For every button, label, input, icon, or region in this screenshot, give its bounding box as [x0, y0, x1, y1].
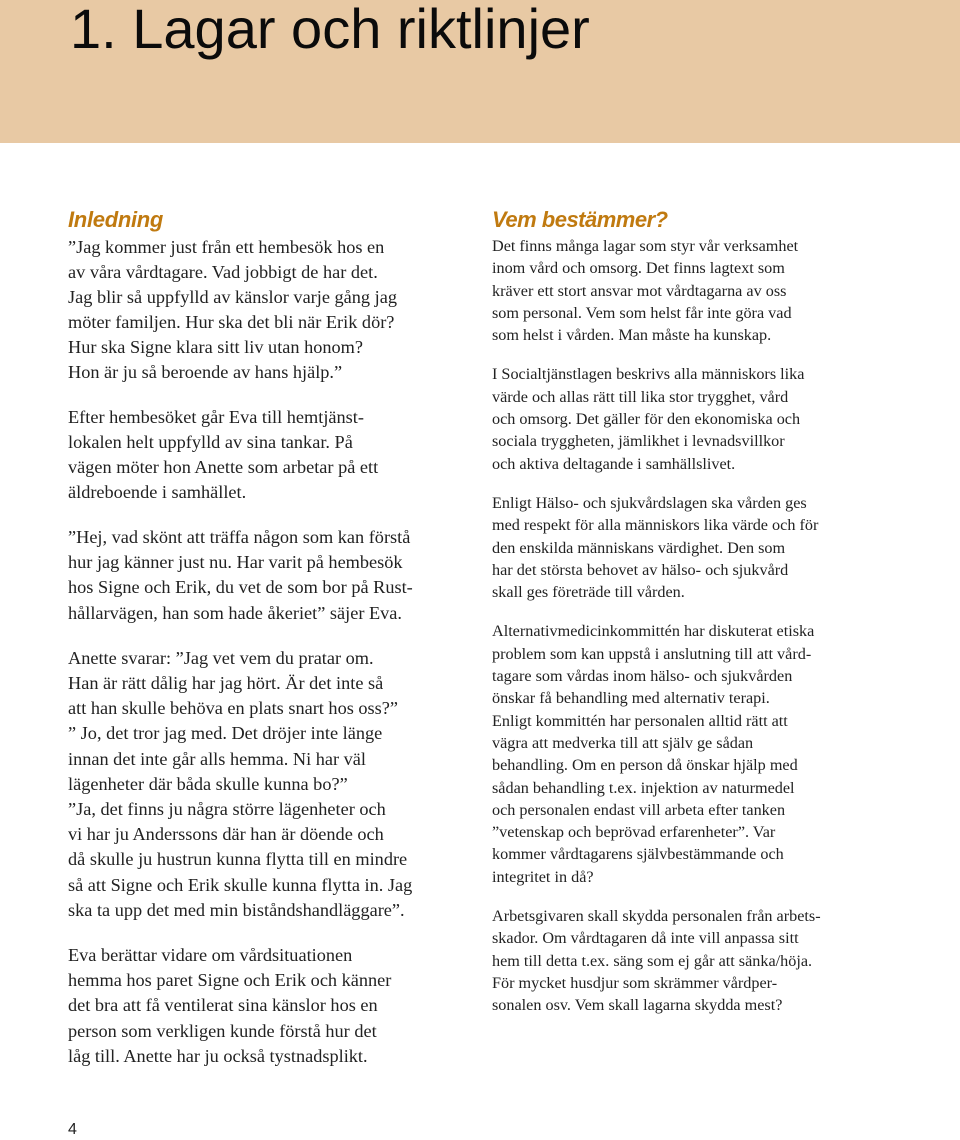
text-line: lokalen helt uppfylld av sina tankar. På: [68, 432, 353, 452]
text-line: då skulle ju hustrun kunna flytta till en mindre: [68, 849, 408, 870]
text-line: låg till. Anette har ju också tystnadsplikt.: [68, 1045, 368, 1066]
text-line: den enskilda människans värdighet. Den som: [492, 538, 786, 557]
text-line: hur jag känner just nu. Har varit på hembesök: [68, 552, 403, 573]
paragraph: [68, 525, 463, 626]
right-column: [492, 205, 892, 1017]
chapter-banner: [0, 0, 960, 143]
text-line: det bra att få ventilerat sina känslor hos en: [68, 995, 378, 1016]
paragraph: [68, 646, 463, 923]
paragraph: [492, 620, 892, 888]
text-line: kommer vårdtagarens självbestämmande och: [492, 845, 784, 864]
text-line: ”vetenskap och beprövad erfarenheter”. Var: [492, 823, 776, 842]
text-line: att han skulle behöva en plats snart hos oss?”: [68, 698, 398, 719]
text-line: vägen möter hon Anette som arbetar på ett: [68, 457, 379, 477]
text-line: Enligt kommittén har personalen alltid rätt att: [492, 711, 788, 730]
text-line: Han är rätt dålig har jag hört. Är det inte så: [68, 673, 384, 694]
text-line: I Socialtjänstlagen beskrivs alla människors lika: [492, 365, 805, 384]
paragraph: [492, 905, 892, 1016]
text-line: lägenheter där båda skulle kunna bo?”: [68, 773, 348, 794]
text-line: Hon är ju så beroende av hans hjälp.”: [68, 362, 343, 382]
text-line: Eva berättar vidare om vårdsituationen: [68, 945, 353, 966]
text-line: möter familjen. Hur ska det bli när Erik dör?: [68, 312, 395, 332]
text-line: Alternativmedicinkommittén har diskuterat etiska: [492, 622, 815, 641]
text-line: behandling. Om en person då önskar hjälp med: [492, 756, 798, 775]
text-line: person som verkligen kunde förstå hur det: [68, 1020, 377, 1041]
paragraph: [68, 943, 463, 1069]
text-line: ” Jo, det tror jag med. Det dröjer inte länge: [68, 723, 383, 744]
section-heading-vem-bestammer: Vem bestämmer?: [492, 207, 668, 232]
text-line: som helst i vården. Man måste ha kunskap.: [492, 326, 772, 345]
text-line: önskar få behandling med alternativ terapi.: [492, 689, 770, 708]
text-line: skall ges företräde till vården.: [492, 583, 685, 602]
text-line: Det finns många lagar som styr vår verksamhet: [492, 237, 799, 255]
text-line: Hur ska Signe klara sitt liv utan honom?: [68, 337, 363, 357]
text-line: Efter hembesöket går Eva till hemtjänst-: [68, 407, 364, 427]
text-line: ”Ja, det finns ju några större lägenheter och: [68, 799, 386, 820]
page-number: 4: [68, 1121, 77, 1138]
text-line: med respekt för alla människors lika värde och för: [492, 516, 819, 535]
text-line: tagare som vårdas inom hälso- och sjukvården: [492, 667, 793, 686]
text-line: hem till detta t.ex. säng som ej går att sänka/höja.: [492, 951, 813, 970]
text-line: problem som kan uppstå i anslutning till att vård-: [492, 644, 812, 663]
text-line: hållarvägen, han som hade åkeriet” säjer Eva.: [68, 602, 402, 623]
text-line: hemma hos paret Signe och Erik och känner: [68, 970, 392, 991]
text-line: inom vård och omsorg. Det finns lagtext som: [492, 259, 785, 278]
text-line: För mycket husdjur som skrämmer vårdper-: [492, 973, 778, 992]
text-line: skador. Om vårdtagaren då inte vill anpassa sitt: [492, 929, 799, 948]
text-line: vi har ju Anderssons där han är döende och: [68, 824, 384, 845]
paragraph: [492, 363, 892, 474]
text-line: ”Jag kommer just från ett hembesök hos en: [68, 237, 385, 257]
text-line: sådan behandling t.ex. injektion av naturmedel: [492, 778, 795, 797]
left-column: [68, 205, 463, 1069]
text-line: kräver ett stort ansvar mot vårdtagarna av oss: [492, 281, 787, 300]
text-line: och personalen endast vill arbeta efter tanken: [492, 800, 786, 819]
text-line: Enligt Hälso- och sjukvårdslagen ska vården ges: [492, 493, 807, 512]
text-line: innan det inte går alls hemma. Ni har väl: [68, 748, 366, 769]
text-line: och aktiva deltagande i samhällslivet.: [492, 454, 736, 473]
text-line: har det största behovet av hälso- och sjukvård: [492, 560, 789, 579]
text-line: värde och allas rätt till lika stor trygghet, vård: [492, 387, 789, 406]
text-line: ”Hej, vad skönt att träffa någon som kan förstå: [68, 527, 411, 547]
text-line: Anette svarar: ”Jag vet vem du pratar om.: [68, 647, 374, 668]
paragraph: [68, 405, 463, 505]
text-line: Jag blir så uppfylld av känslor varje gång jag: [68, 287, 397, 307]
text-line: som personal. Vem som helst får inte göra vad: [492, 303, 792, 322]
text-line: av våra vårdtagare. Vad jobbigt de har det.: [68, 262, 378, 282]
text-line: ska ta upp det med min biståndshandläggare”.: [68, 899, 405, 920]
text-line: sonalen osv. Vem skall lagarna skydda mest?: [492, 996, 783, 1015]
paragraph: [68, 235, 463, 385]
text-line: så att Signe och Erik skulle kunna flytta in. Jag: [68, 874, 413, 895]
text-line: integritet in då?: [492, 867, 594, 886]
section-heading-inledning: Inledning: [68, 207, 164, 232]
paragraph: [492, 235, 892, 346]
paragraph: [492, 492, 892, 603]
text-line: hos Signe och Erik, du vet de som bor på Rust-: [68, 577, 413, 598]
chapter-title: 1. Lagar och riktlinjer: [70, 0, 590, 60]
text-line: sociala tryggheten, jämlikhet i levnadsvillkor: [492, 432, 785, 451]
text-line: Arbetsgivaren skall skydda personalen från arbets-: [492, 907, 821, 926]
text-line: äldreboende i samhället.: [68, 482, 247, 502]
text-line: och omsorg. Det gäller för den ekonomiska och: [492, 410, 801, 429]
text-line: vägra att medverka till att själv ge sådan: [492, 733, 754, 752]
